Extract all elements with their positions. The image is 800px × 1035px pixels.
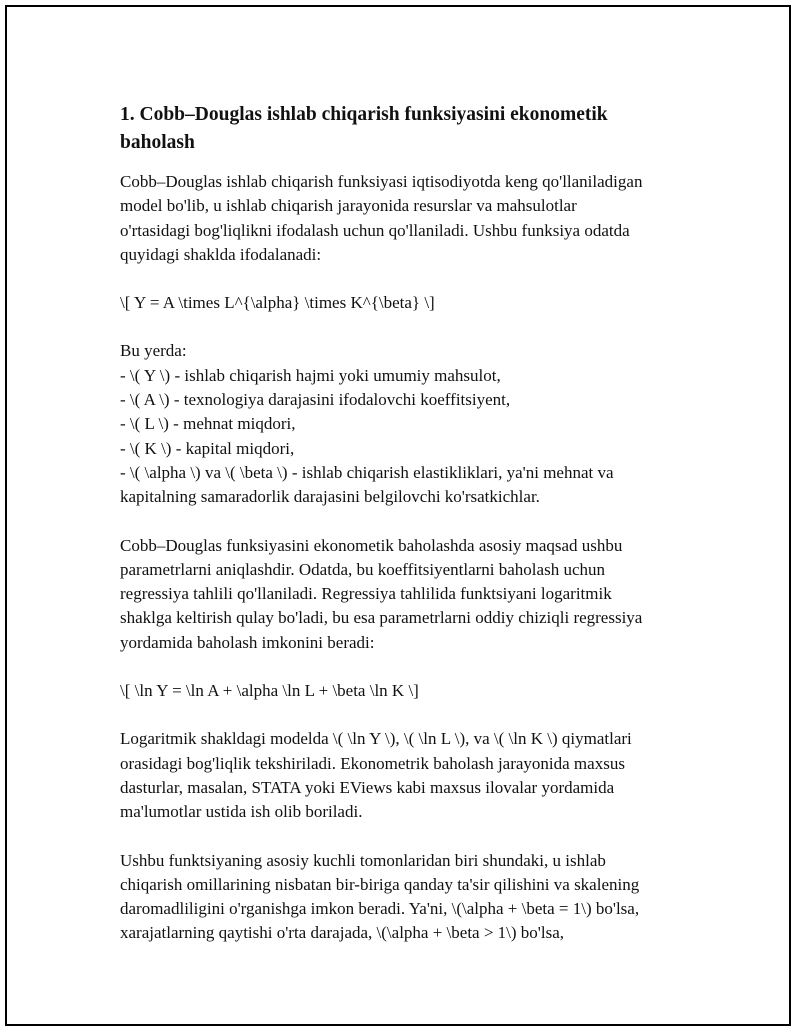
definition-line: - \( \alpha \) va \( \beta \) - ishlab chiqarish elastikliklari, ya'ni mehnat va: [120, 462, 614, 482]
definition-line: - \( L \) - mehnat miqdori,: [120, 414, 296, 434]
text-line: Logaritmik shakldagi modelda \( \ln Y \), \( \ln L \), va \( \ln K \) qiymatlari: [120, 729, 632, 749]
text-line: orasidagi bog'liqlik tekshiriladi. Ekonometrik baholash jarayonida maxsus: [120, 753, 625, 773]
text-line: Ushbu funktsiyaning asosiy kuchli tomonlaridan biri shundaki, u ishlab: [120, 850, 606, 870]
strengths-paragraph: [120, 849, 700, 946]
definition-line: kapitalning samaradorlik darajasini belgilovchi ko'rsatkichlar.: [120, 487, 540, 507]
section-heading: [120, 101, 700, 157]
text-line: yordamida baholash imkonini beradi:: [120, 632, 375, 652]
text-line: chiqarish omillarining nisbatan bir-biriga qanday ta'sir qilishini va skalening: [120, 874, 640, 894]
formula-text: \[ Y = A \times L^{\alpha} \times K^{\beta} \]: [120, 293, 435, 313]
text-line: ma'lumotlar ustida ish olib boriladi.: [120, 802, 363, 822]
text-line: quyidagi shaklda ifodalanadi:: [120, 244, 322, 264]
intro-paragraph: [120, 170, 700, 267]
definition-line: Bu yerda:: [120, 341, 187, 361]
text-line: parametrlarni aniqlashdir. Odatda, bu koeffitsiyentlarni baholash uchun: [120, 559, 605, 579]
definition-line: - \( A \) - texnologiya darajasini ifodalovchi koeffitsiyent,: [120, 390, 511, 410]
text-line: xarajatlarning qaytishi o'rta darajada, \(\alpha + \beta > 1\) bo'lsa,: [120, 923, 565, 943]
formula-production-function: [120, 291, 700, 315]
text-line: o'rtasidagi bog'liqlikni ifodalash uchun qo'llaniladi. Ushbu funksiya odatda: [120, 220, 630, 240]
formula-log-linear: [120, 679, 700, 703]
text-line: Cobb–Douglas ishlab chiqarish funksiyasi iqtisodiyotda keng qo'llaniladigan: [120, 172, 643, 191]
text-line: daromadliligini o'rganishga imkon beradi. Ya'ni, \(\alpha + \beta = 1\) bo'lsa,: [120, 899, 640, 919]
text-line: model bo'lib, u ishlab chiqarish jarayonida resurslar va mahsulotlar: [120, 196, 577, 216]
definitions-list: [120, 339, 700, 509]
document-body: [120, 101, 700, 946]
definition-line: - \( Y \) - ishlab chiqarish hajmi yoki umumiy mahsulot,: [120, 365, 501, 385]
log-model-paragraph: [120, 727, 700, 824]
estimation-paragraph: [120, 534, 700, 655]
page-frame: [5, 5, 791, 1026]
text-line: dasturlar, masalan, STATA yoki EViews kabi maxsus ilovalar yordamida: [120, 777, 615, 797]
text-line: shaklga keltirish qulay bo'ladi, bu esa parametrlarni oddiy chiziqli regressiya: [120, 608, 643, 628]
heading-line: 1. Cobb–Douglas ishlab chiqarish funksiyasini ekonometik: [120, 104, 608, 125]
heading-line: baholash: [120, 132, 195, 153]
text-line: regressiya tahlili qo'llaniladi. Regressiya tahlilida funktsiyani logaritmik: [120, 584, 612, 604]
formula-text: \[ \ln Y = \ln A + \alpha \ln L + \beta \ln K \]: [120, 681, 419, 701]
definition-line: - \( K \) - kapital miqdori,: [120, 438, 295, 458]
text-line: Cobb–Douglas funksiyasini ekonometik baholashda asosiy maqsad ushbu: [120, 535, 623, 555]
